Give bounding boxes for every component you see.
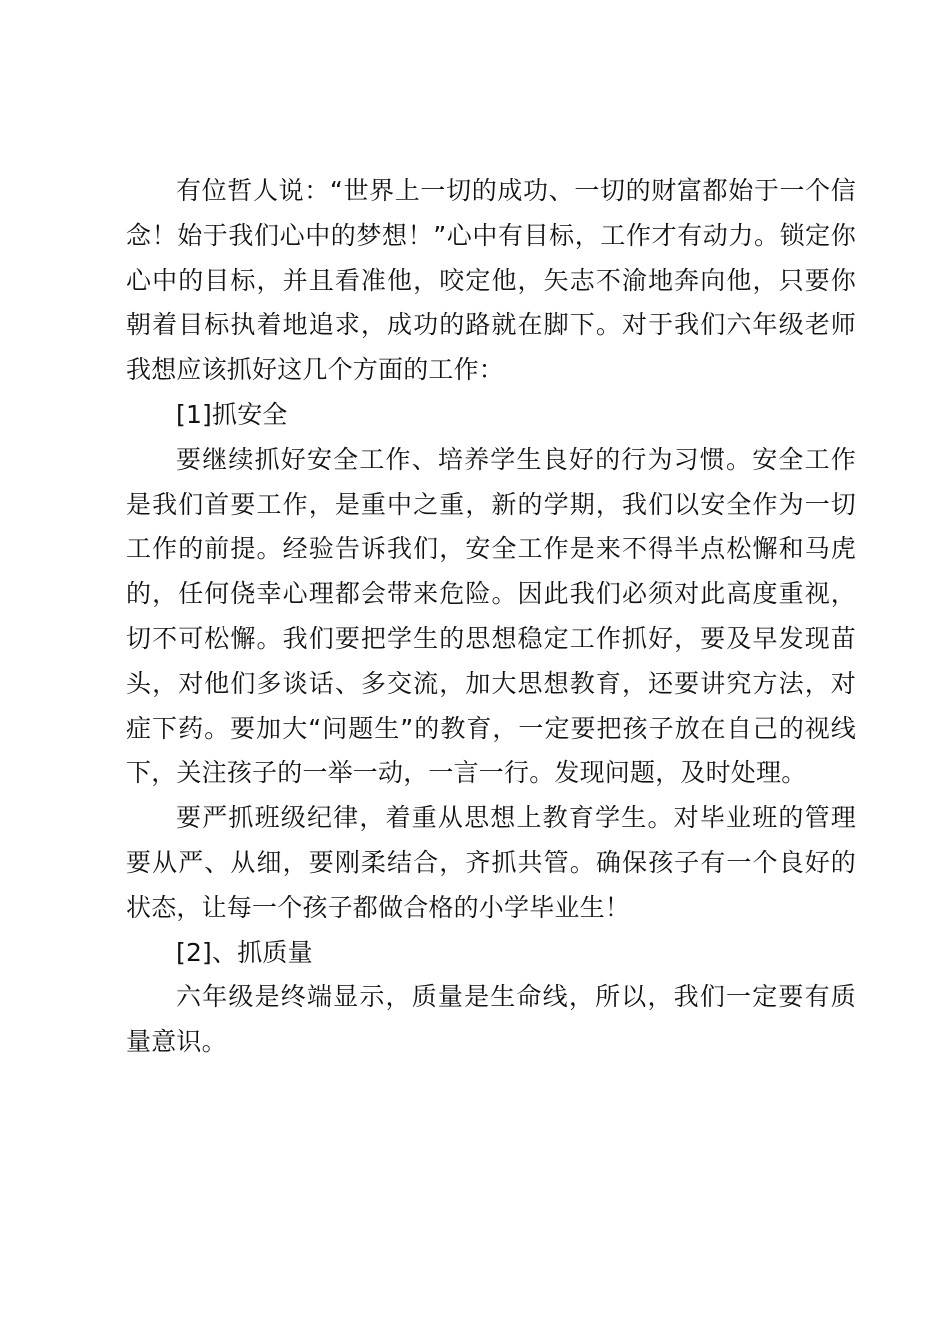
document-body [126, 169, 856, 1065]
section-heading-quality: [2]、抓质量 [176, 937, 313, 967]
safety-paragraph: 要继续抓好安全工作、培养学生良好的行为习惯。安全工作是我们首要工作，是重中之重，新的学期，我们以安全作为一切工作的前提。经验告诉我们，安全工作是来不得半点松懈和马虎的，任何侥幸心理都会带来危险。因此我们必须对此高度重视，切不可松懈。我们要把学生的思想稳定工作抓好，要及早发现苗头，对他们多谈话、多交流，加大思想教育，还要讲究方法，对症下药。要加大“问题生”的教育，一定要把孩子放在自己的视线下，关注孩子的一举一动，一言一行。发现问题，及时处理。 [126, 444, 856, 788]
intro-paragraph: 有位哲人说：“世界上一切的成功、一切的财富都始于一个信念！始于我们心中的梦想！”心中有目标，工作才有动力。锁定你心中的目标，并且看准他，咬定他，矢志不渝地奔向他，只要你朝着目标执着地追求，成功的路就在脚下。对于我们六年级老师我想应该抓好这几个方面的工作： [126, 176, 856, 385]
section-heading-safety: [1]抓安全 [176, 399, 288, 429]
discipline-paragraph: 要严抓班级纪律，着重从思想上教育学生。对毕业班的管理要从严、从细，要刚柔结合，齐抓共管。确保孩子有一个良好的状态，让每一个孩子都做合格的小学毕业生！ [126, 803, 856, 922]
quality-paragraph: 六年级是终端显示，质量是生命线，所以，我们一定要有质量意识。 [126, 982, 856, 1057]
